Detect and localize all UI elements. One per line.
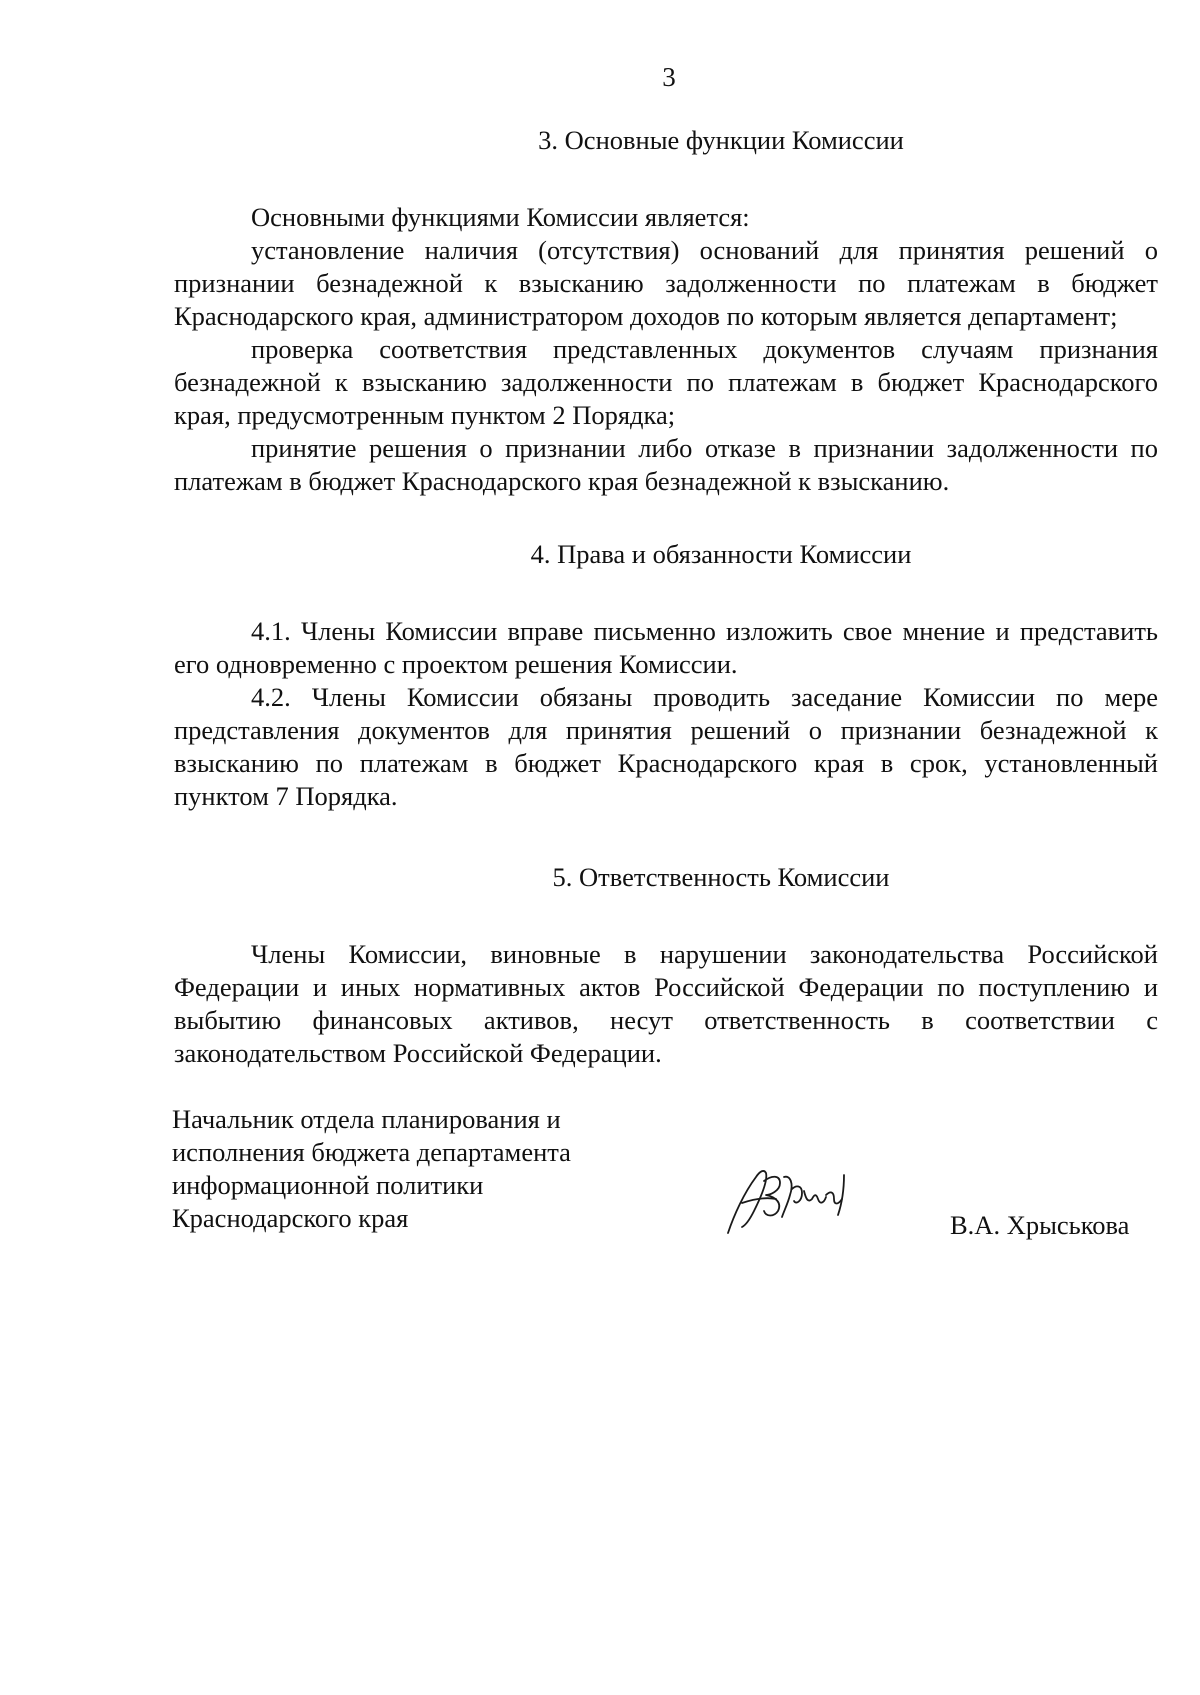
- section-3-paragraph: принятие решения о признании либо отказе в признании задолженности по платежам в бюджет Краснодарского края безнадежной к взысканию.: [174, 433, 1158, 496]
- section-4-paragraph: 4.1. Члены Комиссии вправе письменно изложить свое мнение и представить его одновременно с проектом решения Комиссии.: [174, 616, 1158, 679]
- section-3-paragraph: Основными функциями Комиссии является:: [251, 202, 750, 232]
- signer-position-line: информационной политики: [172, 1170, 484, 1200]
- document-body: [174, 124, 1158, 1070]
- section-3-paragraph: установление наличия (отсутствия) оснований для принятия решений о признании безнадежной к взысканию задолженности по платежам в бюджет Краснодарского края, администратором доходов по которым является департамент;: [174, 235, 1158, 331]
- signer-name: В.А. Хрыськова: [950, 1210, 1130, 1240]
- section-heading-4: 4. Права и обязанности Комиссии: [530, 539, 912, 569]
- section-heading-5: 5. Ответственность Комиссии: [552, 862, 890, 892]
- signer-position-line: исполнения бюджета департамента: [172, 1137, 571, 1167]
- signer-position-line: Начальник отдела планирования и: [172, 1104, 561, 1134]
- section-4-paragraph: 4.2. Члены Комиссии обязаны проводить заседание Комиссии по мере представления документов для принятия решений о признании безнадежной к взысканию по платежам в бюджет Краснодарского края в срок, установленный пунктом 7 Порядка.: [174, 682, 1158, 811]
- section-3-paragraph: проверка соответствия представленных документов случаям признания безнадежной к взысканию задолженности по платежам в бюджет Краснодарского края, предусмотренным пунктом 2 Порядка;: [174, 334, 1158, 430]
- page-number: 3: [662, 62, 676, 92]
- signer-position-line: Краснодарского края: [172, 1203, 409, 1233]
- section-heading-3: 3. Основные функции Комиссии: [538, 125, 904, 155]
- handwritten-signature: [720, 1155, 870, 1245]
- signature-block: [172, 1103, 1152, 1243]
- section-5-paragraph: Члены Комиссии, виновные в нарушении законодательства Российской Федерации и иных нормативных актов Российской Федерации по поступлению и выбытию финансовых активов, несут ответственность в соответствии с законодательством Российской Федерации.: [174, 939, 1158, 1068]
- signer-position: [172, 1103, 571, 1235]
